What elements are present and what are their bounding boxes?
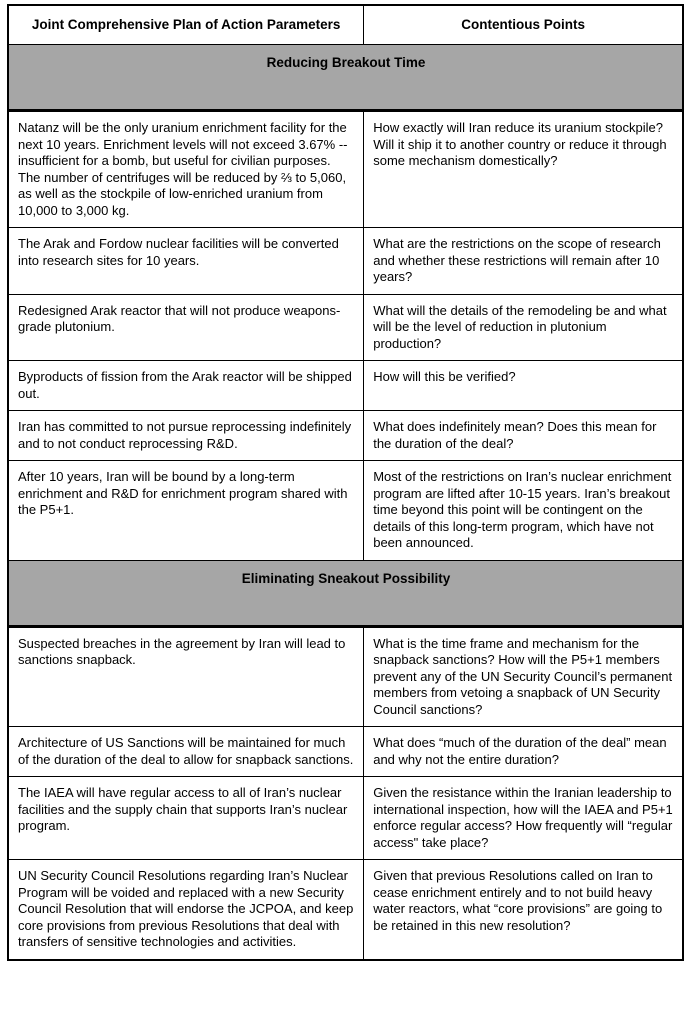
contentious-point-cell: What does “much of the duration of the deal” mean and why not the entire duration? [364,727,683,777]
table-row [8,461,683,561]
parameter-cell: After 10 years, Iran will be bound by a long-term enrichment and R&D for enrichment program shared with the P5+1. [8,461,364,561]
contentious-point-cell: What does indefinitely mean? Does this mean for the duration of the deal? [364,411,683,461]
parameter-cell: Architecture of US Sanctions will be maintained for much of the duration of the deal to allow for snapback sanctions. [8,727,364,777]
parameter-cell: Iran has committed to not pursue reprocessing indefinitely and to not conduct reprocessing R&D. [8,411,364,461]
section-header-row-reducing-breakout-time [8,45,683,111]
column-header-parameters: Joint Comprehensive Plan of Action Parameters [8,5,364,45]
parameter-cell: The Arak and Fordow nuclear facilities will be converted into research sites for 10 years. [8,228,364,295]
table-row [8,626,683,727]
table-row [8,111,683,228]
section-header-title: Eliminating Sneakout Possibility [8,560,683,626]
table-row [8,228,683,295]
contentious-point-cell: How exactly will Iran reduce its uranium stockpile? Will it ship it to another country or reduce it through some mechanism domestically? [364,111,683,228]
parameter-cell: Natanz will be the only uranium enrichment facility for the next 10 years. Enrichment levels will not exceed 3.67% -- insufficient for a bomb, but useful for civilian purposes. The number of centrifuges will be reduced by ⅔ to 5,060, as well as the stockpile of low-enriched uranium from 10,000 to 3,000 kg. [8,111,364,228]
column-header-contentious-points: Contentious Points [364,5,683,45]
contentious-point-cell: Given the resistance within the Iranian leadership to international inspection, how will the IAEA and P5+1 enforce regular access? How frequently will “regular access" take place? [364,777,683,860]
table-row [8,777,683,860]
contentious-point-cell: How will this be verified? [364,361,683,411]
parameter-cell: Redesigned Arak reactor that will not produce weapons-grade plutonium. [8,294,364,361]
parameter-cell: Suspected breaches in the agreement by Iran will lead to sanctions snapback. [8,626,364,727]
table-row [8,294,683,361]
section-header-row-eliminating-sneakout-possibility [8,560,683,626]
table-row [8,860,683,960]
parameter-cell: UN Security Council Resolutions regarding Iran’s Nuclear Program will be voided and replaced with a new Security Council Resolution that will endorse the JCPOA, and keep core provisions from previous Resolutions that deal with transfers of sensitive technologies and activities. [8,860,364,960]
table-header-row [8,5,683,45]
jcpoa-parameters-table [7,4,684,961]
contentious-point-cell: Given that previous Resolutions called on Iran to cease enrichment entirely and to not build heavy water reactors, what “core provisions” are going to be retained in this new resolution? [364,860,683,960]
contentious-point-cell: What is the time frame and mechanism for the snapback sanctions? How will the P5+1 members prevent any of the UN Security Council’s permanent members from vetoing a snapback of UN Security Council sanctions? [364,626,683,727]
table-row [8,361,683,411]
table-row [8,727,683,777]
table-body [8,45,683,960]
section-header-title: Reducing Breakout Time [8,45,683,111]
contentious-point-cell: Most of the restrictions on Iran’s nuclear enrichment program are lifted after 10-15 years. Iran’s breakout time beyond this point will be contingent on the details of this long-term program, which have not been announced. [364,461,683,561]
table-row [8,411,683,461]
contentious-point-cell: What are the restrictions on the scope of research and whether these restrictions will remain after 10 years? [364,228,683,295]
parameter-cell: The IAEA will have regular access to all of Iran’s nuclear facilities and the supply chain that supports Iran’s nuclear program. [8,777,364,860]
contentious-point-cell: What will the details of the remodeling be and what will be the level of reduction in plutonium production? [364,294,683,361]
parameter-cell: Byproducts of fission from the Arak reactor will be shipped out. [8,361,364,411]
